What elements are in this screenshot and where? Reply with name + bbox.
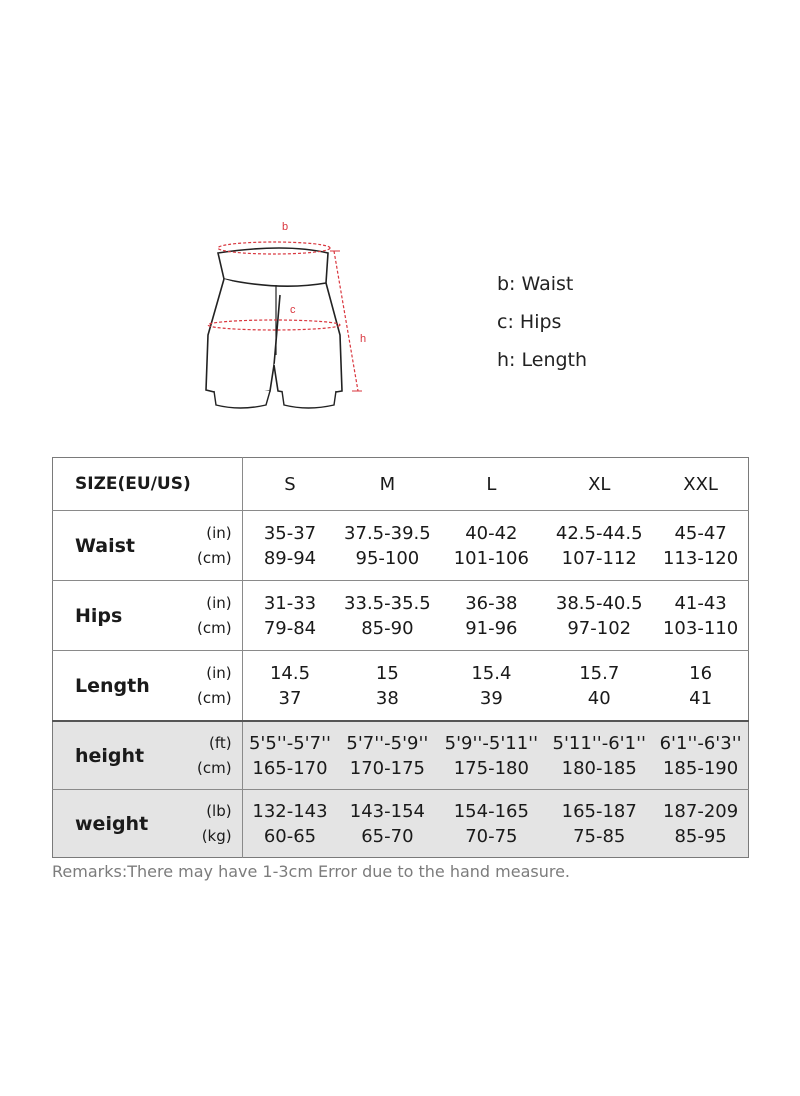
table-row-length — [53, 651, 749, 722]
table-cell: 38.5-40.5 97-102 — [545, 581, 653, 651]
size-header-s: S — [242, 458, 337, 511]
table-row-height — [53, 721, 749, 790]
row-label: weight — [53, 790, 177, 858]
table-cell: 6'1''-6'3'' 185-190 — [653, 721, 748, 790]
size-header-xxl: XXL — [653, 458, 748, 511]
table-cell: 31-33 79-84 — [242, 581, 337, 651]
row-units: (in) (cm) — [177, 651, 243, 722]
table-cell: 5'7''-5'9'' 170-175 — [337, 721, 437, 790]
table-cell: 14.5 37 — [269, 662, 311, 709]
table-cell: 42.5-44.5 107-112 — [545, 511, 653, 581]
table-cell: 35-37 89-94 — [242, 511, 337, 581]
row-label: height — [53, 721, 177, 790]
table-cell: 33.5-35.5 85-90 — [337, 581, 437, 651]
table-cell: 187-209 85-95 — [653, 790, 748, 858]
table-cell: 5'11''-6'1'' 180-185 — [545, 721, 653, 790]
row-label: Waist — [53, 511, 177, 581]
row-units: (ft) (cm) — [177, 721, 243, 790]
waist-marker: b — [282, 221, 289, 233]
table-cell: 40-42 101-106 — [437, 511, 545, 581]
legend-item-waist: b: Waist — [497, 273, 574, 295]
table-cell: 154-165 70-75 — [437, 790, 545, 858]
row-units: (lb) (kg) — [177, 790, 243, 858]
table-cell: 16 41 — [689, 662, 713, 709]
shorts-diagram — [190, 215, 390, 415]
table-cell: 15.7 40 — [579, 662, 620, 709]
table-cell: 41-43 103-110 — [653, 581, 748, 651]
table-cell: 5'5''-5'7'' 165-170 — [242, 721, 337, 790]
legend-item-length: h: Length — [497, 349, 588, 371]
row-units: (in) (cm) — [177, 581, 243, 651]
table-header-row — [53, 458, 749, 511]
row-label: Hips — [53, 581, 177, 651]
table-row-hips — [53, 581, 749, 651]
shorts-illustration — [190, 215, 390, 415]
measurement-legend — [497, 270, 587, 384]
table-cell: 132-143 60-65 — [242, 790, 337, 858]
hips-marker: c — [290, 304, 296, 316]
size-header-label: SIZE(EU/US) — [53, 458, 243, 511]
table-row-waist — [53, 511, 749, 581]
legend-item-hips: c: Hips — [497, 311, 562, 333]
size-header-xl: XL — [545, 458, 653, 511]
size-header-l: L — [437, 458, 545, 511]
table-cell: 143-154 65-70 — [337, 790, 437, 858]
size-chart-table — [52, 457, 749, 858]
length-marker: h — [360, 333, 367, 345]
row-units: (in) (cm) — [177, 511, 243, 581]
table-row-weight — [53, 790, 749, 858]
table-cell: 45-47 113-120 — [653, 511, 748, 581]
table-cell: 37.5-39.5 95-100 — [337, 511, 437, 581]
table-cell: 5'9''-5'11'' 175-180 — [437, 721, 545, 790]
table-cell: 165-187 75-85 — [545, 790, 653, 858]
table-cell: 15 38 — [375, 662, 399, 709]
table-cell: 15.4 39 — [471, 662, 512, 709]
size-header-m: M — [337, 458, 437, 511]
table-cell: 36-38 91-96 — [437, 581, 545, 651]
remarks-note: Remarks:There may have 1-3cm Error due to the hand measure. — [52, 862, 571, 881]
row-label: Length — [75, 674, 150, 697]
